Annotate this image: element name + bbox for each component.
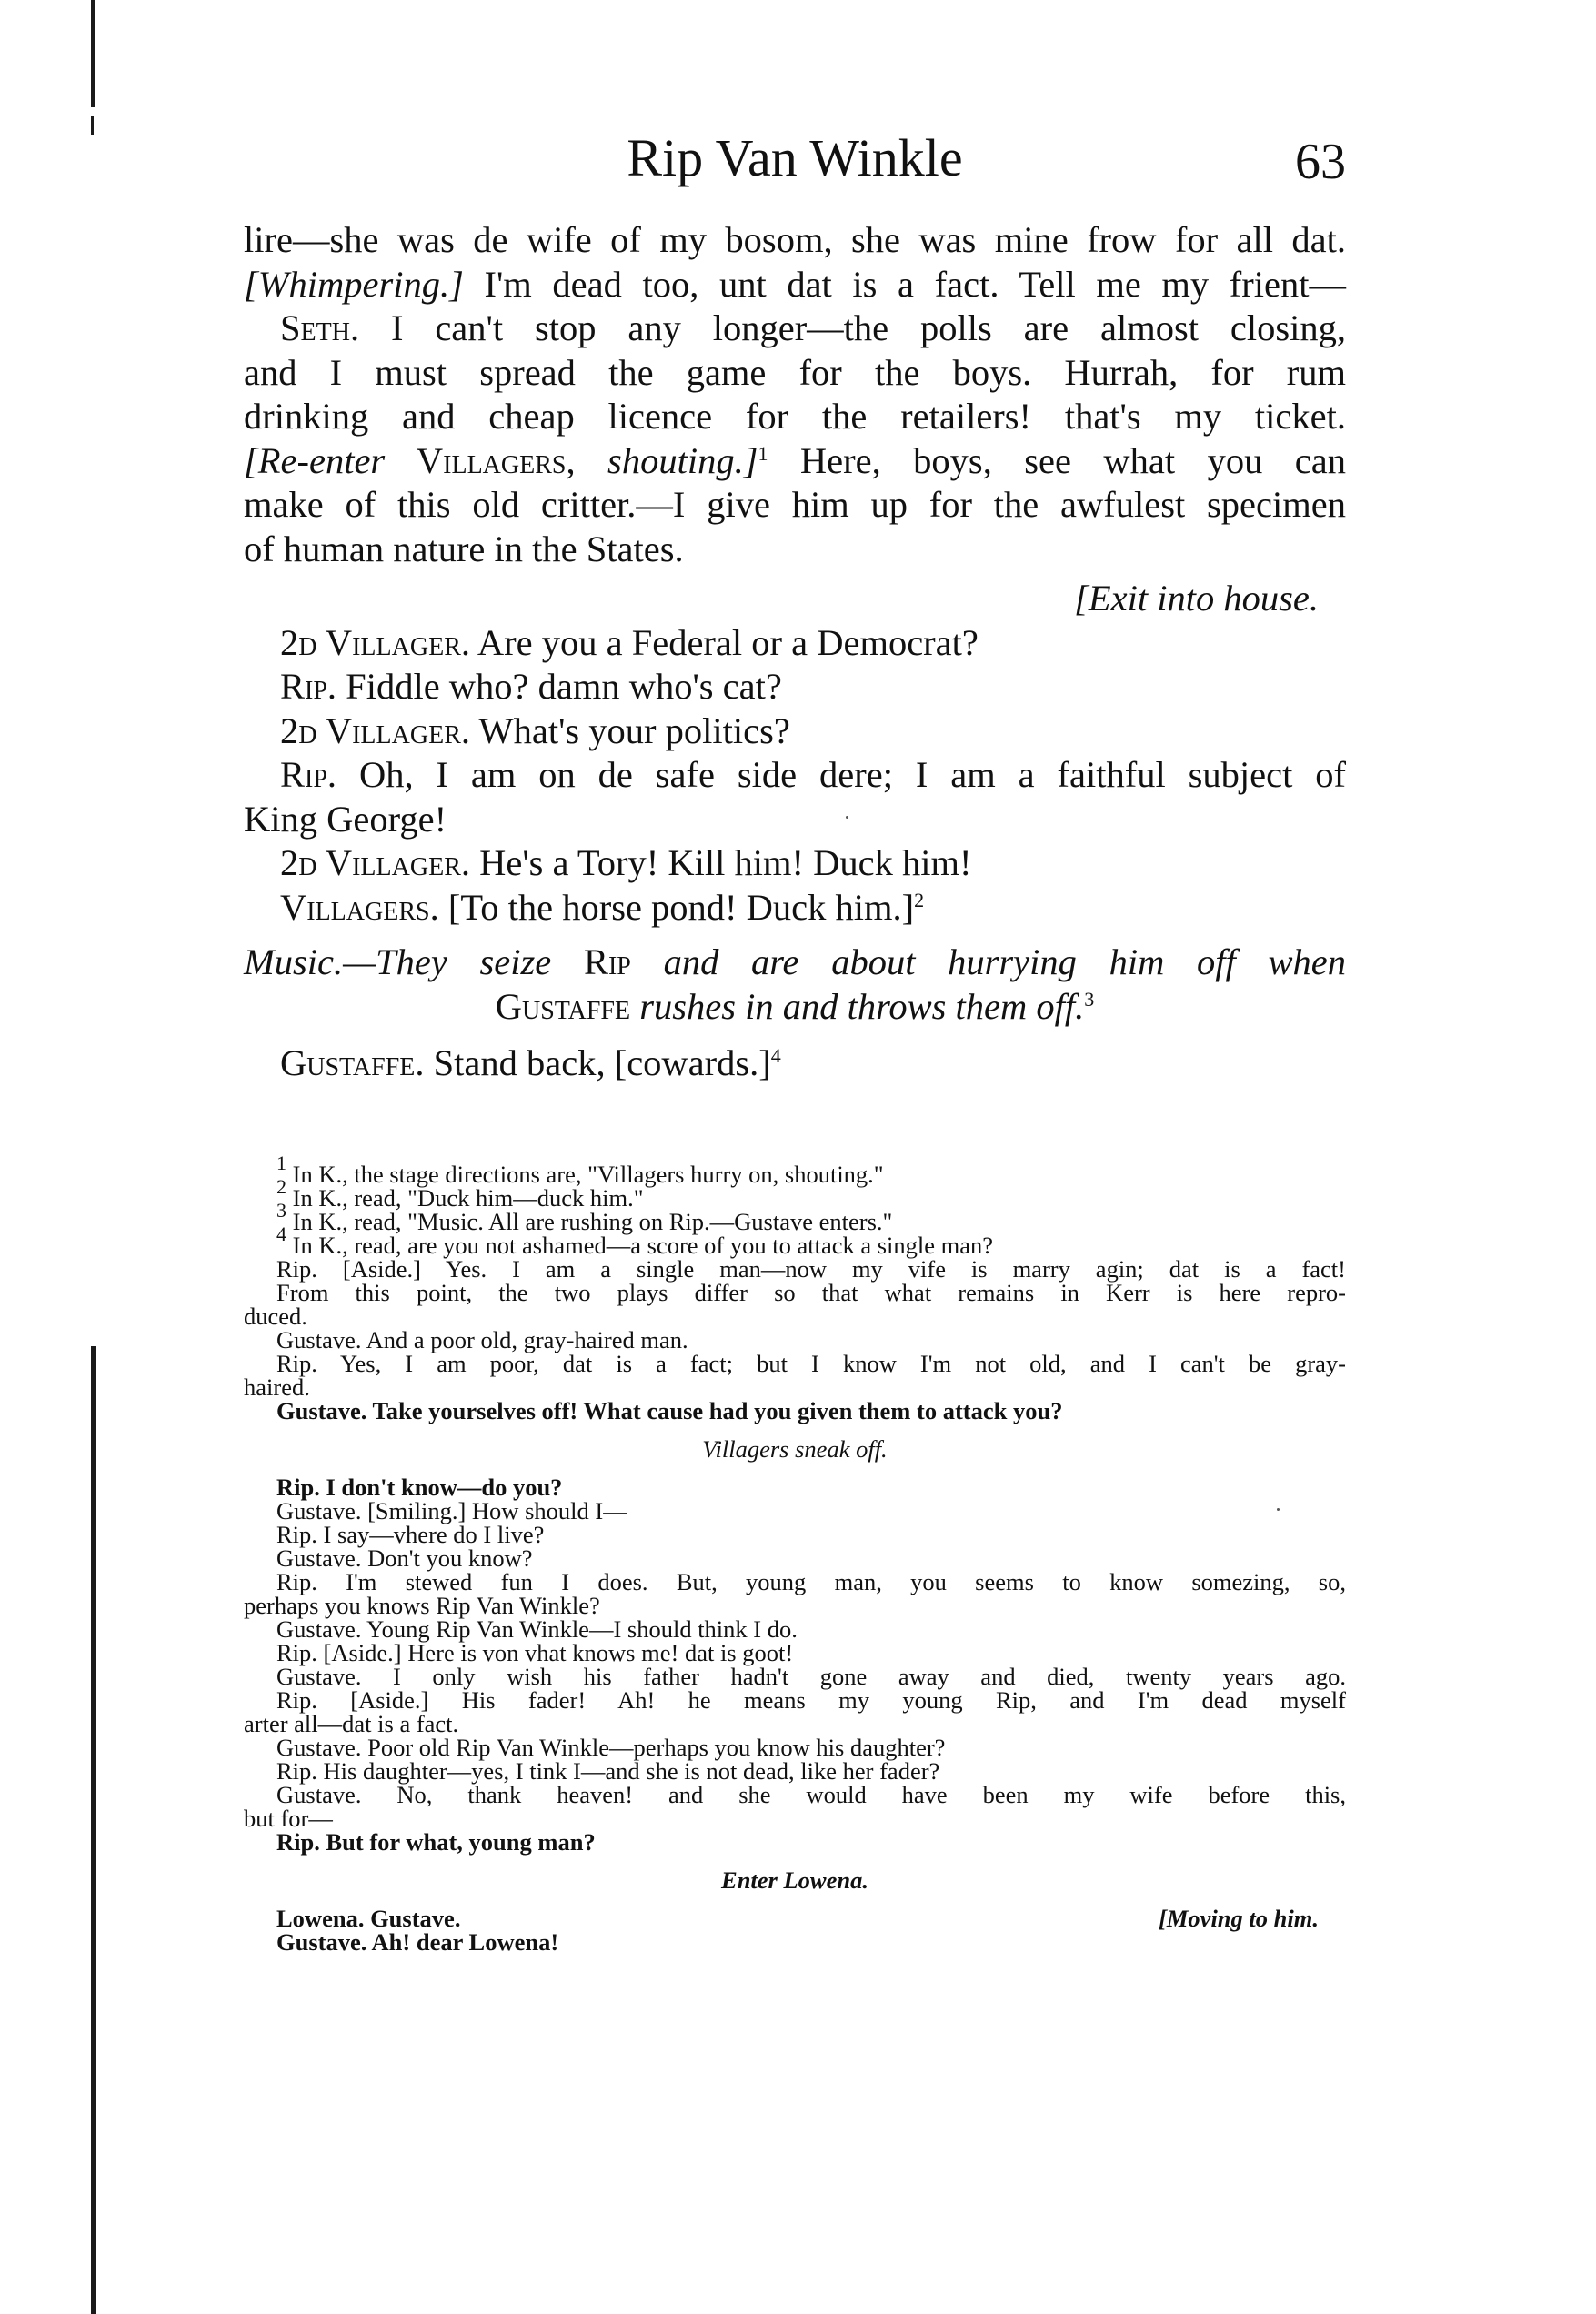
footnotes — [244, 1152, 1346, 1956]
text-line — [244, 439, 1346, 484]
footnote-text: In K., read, are you not ashamed—a score of you to attack a single man? — [286, 1232, 994, 1259]
stage-direction: [Moving to him. — [1159, 1905, 1319, 1932]
text-line: of human nature in the States. — [244, 528, 684, 569]
footnote-line: Rip. His daughter—yes, I tink I—and she is not dead, like her fader? — [276, 1757, 940, 1785]
footnote-line: Gustave. Take yourselves off! What cause had you given them to attack you? — [276, 1397, 1063, 1424]
footnote-line: Rip. [Aside.] His fader! Ah! he means my young Rip, and I'm dead myself — [276, 1686, 1346, 1714]
footnote-line: Gustave. Don't you know? — [276, 1544, 533, 1572]
footnote-line: Rip. I don't know—do you? — [276, 1474, 563, 1501]
dialogue: Here, boys, see what you can — [768, 439, 1347, 481]
stage-direction: rushes in and throws them off. — [630, 985, 1085, 1027]
speaker-name: Villagers. — [280, 886, 439, 928]
footnote — [244, 1199, 1346, 1235]
footnote-number: 1 — [276, 1152, 286, 1174]
footnote-line: Lowena. Gustave. — [276, 1905, 461, 1932]
footnote-line: Rip. I say—vhere do I live? — [276, 1521, 545, 1548]
dialogue: Are you a Federal or a Democrat? — [470, 621, 979, 663]
stage-direction: and are about hurrying him off when — [630, 941, 1346, 982]
text-line — [244, 621, 1346, 666]
footnote-marker: 1 — [758, 441, 768, 465]
footnote-line: Gustave. I only wish his father hadn't gone away and died, twenty years ago. — [276, 1663, 1346, 1690]
footnote-line: duced. — [244, 1303, 307, 1330]
text-line: King George! — [244, 798, 447, 840]
footnote-line: Gustave. Ah! dear Lowena! — [276, 1928, 559, 1956]
music-direction — [244, 985, 1346, 1030]
character-name: Gustaffe — [495, 985, 631, 1027]
character-name: Villagers, — [385, 439, 576, 481]
dialogue: Stand back, [cowards.] — [424, 1042, 771, 1083]
footnote-text: In K., the stage directions are, "Villagers hurry on, shouting." — [286, 1161, 884, 1188]
stage-direction: [Re-enter — [244, 439, 386, 481]
text-line: make of this old critter.—I give him up for the awfulest specimen — [244, 484, 1346, 525]
text-line — [244, 263, 1346, 307]
dialogue: He's a Tory! Kill him! Duck him! — [470, 842, 972, 883]
footnote-marker: 3 — [1084, 987, 1095, 1011]
footnote-line: Gustave. No, thank heaven! and she would have been my wife before this, — [276, 1781, 1346, 1808]
speaker-name: Seth. — [280, 307, 360, 348]
stage-direction: [Whimpering.] — [244, 263, 464, 305]
footnote-line: Rip. Yes, I am poor, dat is a fact; but I know I'm not old, and I can't be gray- — [276, 1350, 1346, 1377]
footnote-number: 4 — [276, 1222, 286, 1245]
footnote-number: 3 — [276, 1199, 286, 1222]
text-line — [244, 841, 1346, 886]
dialogue: Fiddle who? damn who's cat? — [336, 666, 782, 707]
running-header — [244, 127, 1346, 200]
page-binding-edge — [91, 0, 95, 107]
text-line: drinking and cheap licence for the retailers! that's my ticket. — [244, 396, 1346, 437]
book-title: Rip Van Winkle — [627, 128, 963, 187]
footnote-row — [244, 1907, 1346, 1930]
text-line: and I must spread the game for the boys. Hurrah, for rum — [244, 351, 1346, 393]
footnote-line: Rip. But for what, young man? — [276, 1828, 596, 1856]
footnote-text: In K., read, "Music. All are rushing on Rip.—Gustave enters." — [286, 1208, 893, 1235]
footnote-line: perhaps you knows Rip Van Winkle? — [244, 1592, 600, 1619]
stage-direction: shouting.] — [575, 439, 758, 481]
page-binding-edge — [91, 1346, 96, 2314]
footnote-line: Gustave. Young Rip Van Winkle—I should think I do. — [276, 1615, 798, 1643]
text-line: lire—she was de wife of my bosom, she was mine frow for all dat. — [244, 219, 1346, 260]
footnote-line: Gustave. Poor old Rip Van Winkle—perhaps you know his daughter? — [276, 1734, 946, 1761]
exit-direction: [Exit into house. — [1074, 578, 1319, 619]
stage-direction: Music.—They seize — [244, 941, 584, 982]
speaker-name: 2d Villager. — [280, 709, 470, 751]
stage-direction: Enter Lowena. — [721, 1866, 868, 1894]
dialogue: What's your politics? — [470, 709, 790, 751]
text-line — [244, 753, 1346, 798]
footnote-line: Gustave. And a poor old, gray-haired man. — [276, 1326, 688, 1353]
footnote-line: arter all—dat is a fact. — [244, 1710, 459, 1737]
footnote-line: haired. — [244, 1373, 310, 1401]
text-line — [244, 886, 1346, 931]
footnote-marker: 4 — [770, 1044, 781, 1067]
footnote-line: Rip. [Aside.] Yes. I am a single man—now my vife is marry agin; dat is a fact! — [276, 1255, 1346, 1283]
footnote — [244, 1222, 1346, 1259]
speaker-name: Rip. — [280, 666, 337, 707]
text-line — [244, 307, 1346, 351]
footnote-line: Rip. [Aside.] Here is von vhat knows me! dat is goot! — [276, 1639, 794, 1666]
footnote-number: 2 — [276, 1175, 286, 1198]
footnote-line: From this point, the two plays differ so that what remains in Kerr is here repro- — [276, 1279, 1346, 1306]
play-text — [244, 218, 1346, 1086]
footnote — [244, 1175, 1346, 1212]
dialogue: I'm dead too, unt dat is a fact. Tell me my frient— — [463, 263, 1346, 305]
footnote-line: Rip. I'm stewed fun I does. But, young man, you seems to know somezing, so, — [276, 1568, 1346, 1595]
footnote-line: Gustave. [Smiling.] How should I— — [276, 1497, 627, 1524]
music-direction — [244, 941, 1346, 985]
footnote-marker: 2 — [914, 888, 925, 911]
speaker-name: Gustaffe. — [280, 1042, 425, 1083]
speaker-name: Rip. — [280, 754, 337, 795]
text-line — [244, 665, 1346, 709]
footnote — [244, 1152, 1346, 1188]
footnote-line: but for— — [244, 1805, 333, 1832]
text-line — [244, 709, 1346, 754]
page-number: 63 — [1295, 134, 1346, 190]
speaker-name: 2d Villager. — [280, 842, 470, 883]
stage-direction: Villagers sneak off. — [702, 1435, 888, 1463]
speaker-name: 2d Villager. — [280, 621, 470, 663]
dialogue: Oh, I am on de safe side dere; I am a faithful subject of — [336, 754, 1346, 795]
text-line — [244, 1041, 1346, 1086]
page-binding-edge — [91, 116, 94, 135]
dialogue: I can't stop any longer—the polls are almost closing, — [359, 307, 1346, 348]
character-name: Rip — [583, 941, 631, 982]
dialogue: [To the horse pond! Duck him.] — [438, 886, 915, 928]
footnote-text: In K., read, "Duck him—duck him." — [286, 1184, 644, 1212]
